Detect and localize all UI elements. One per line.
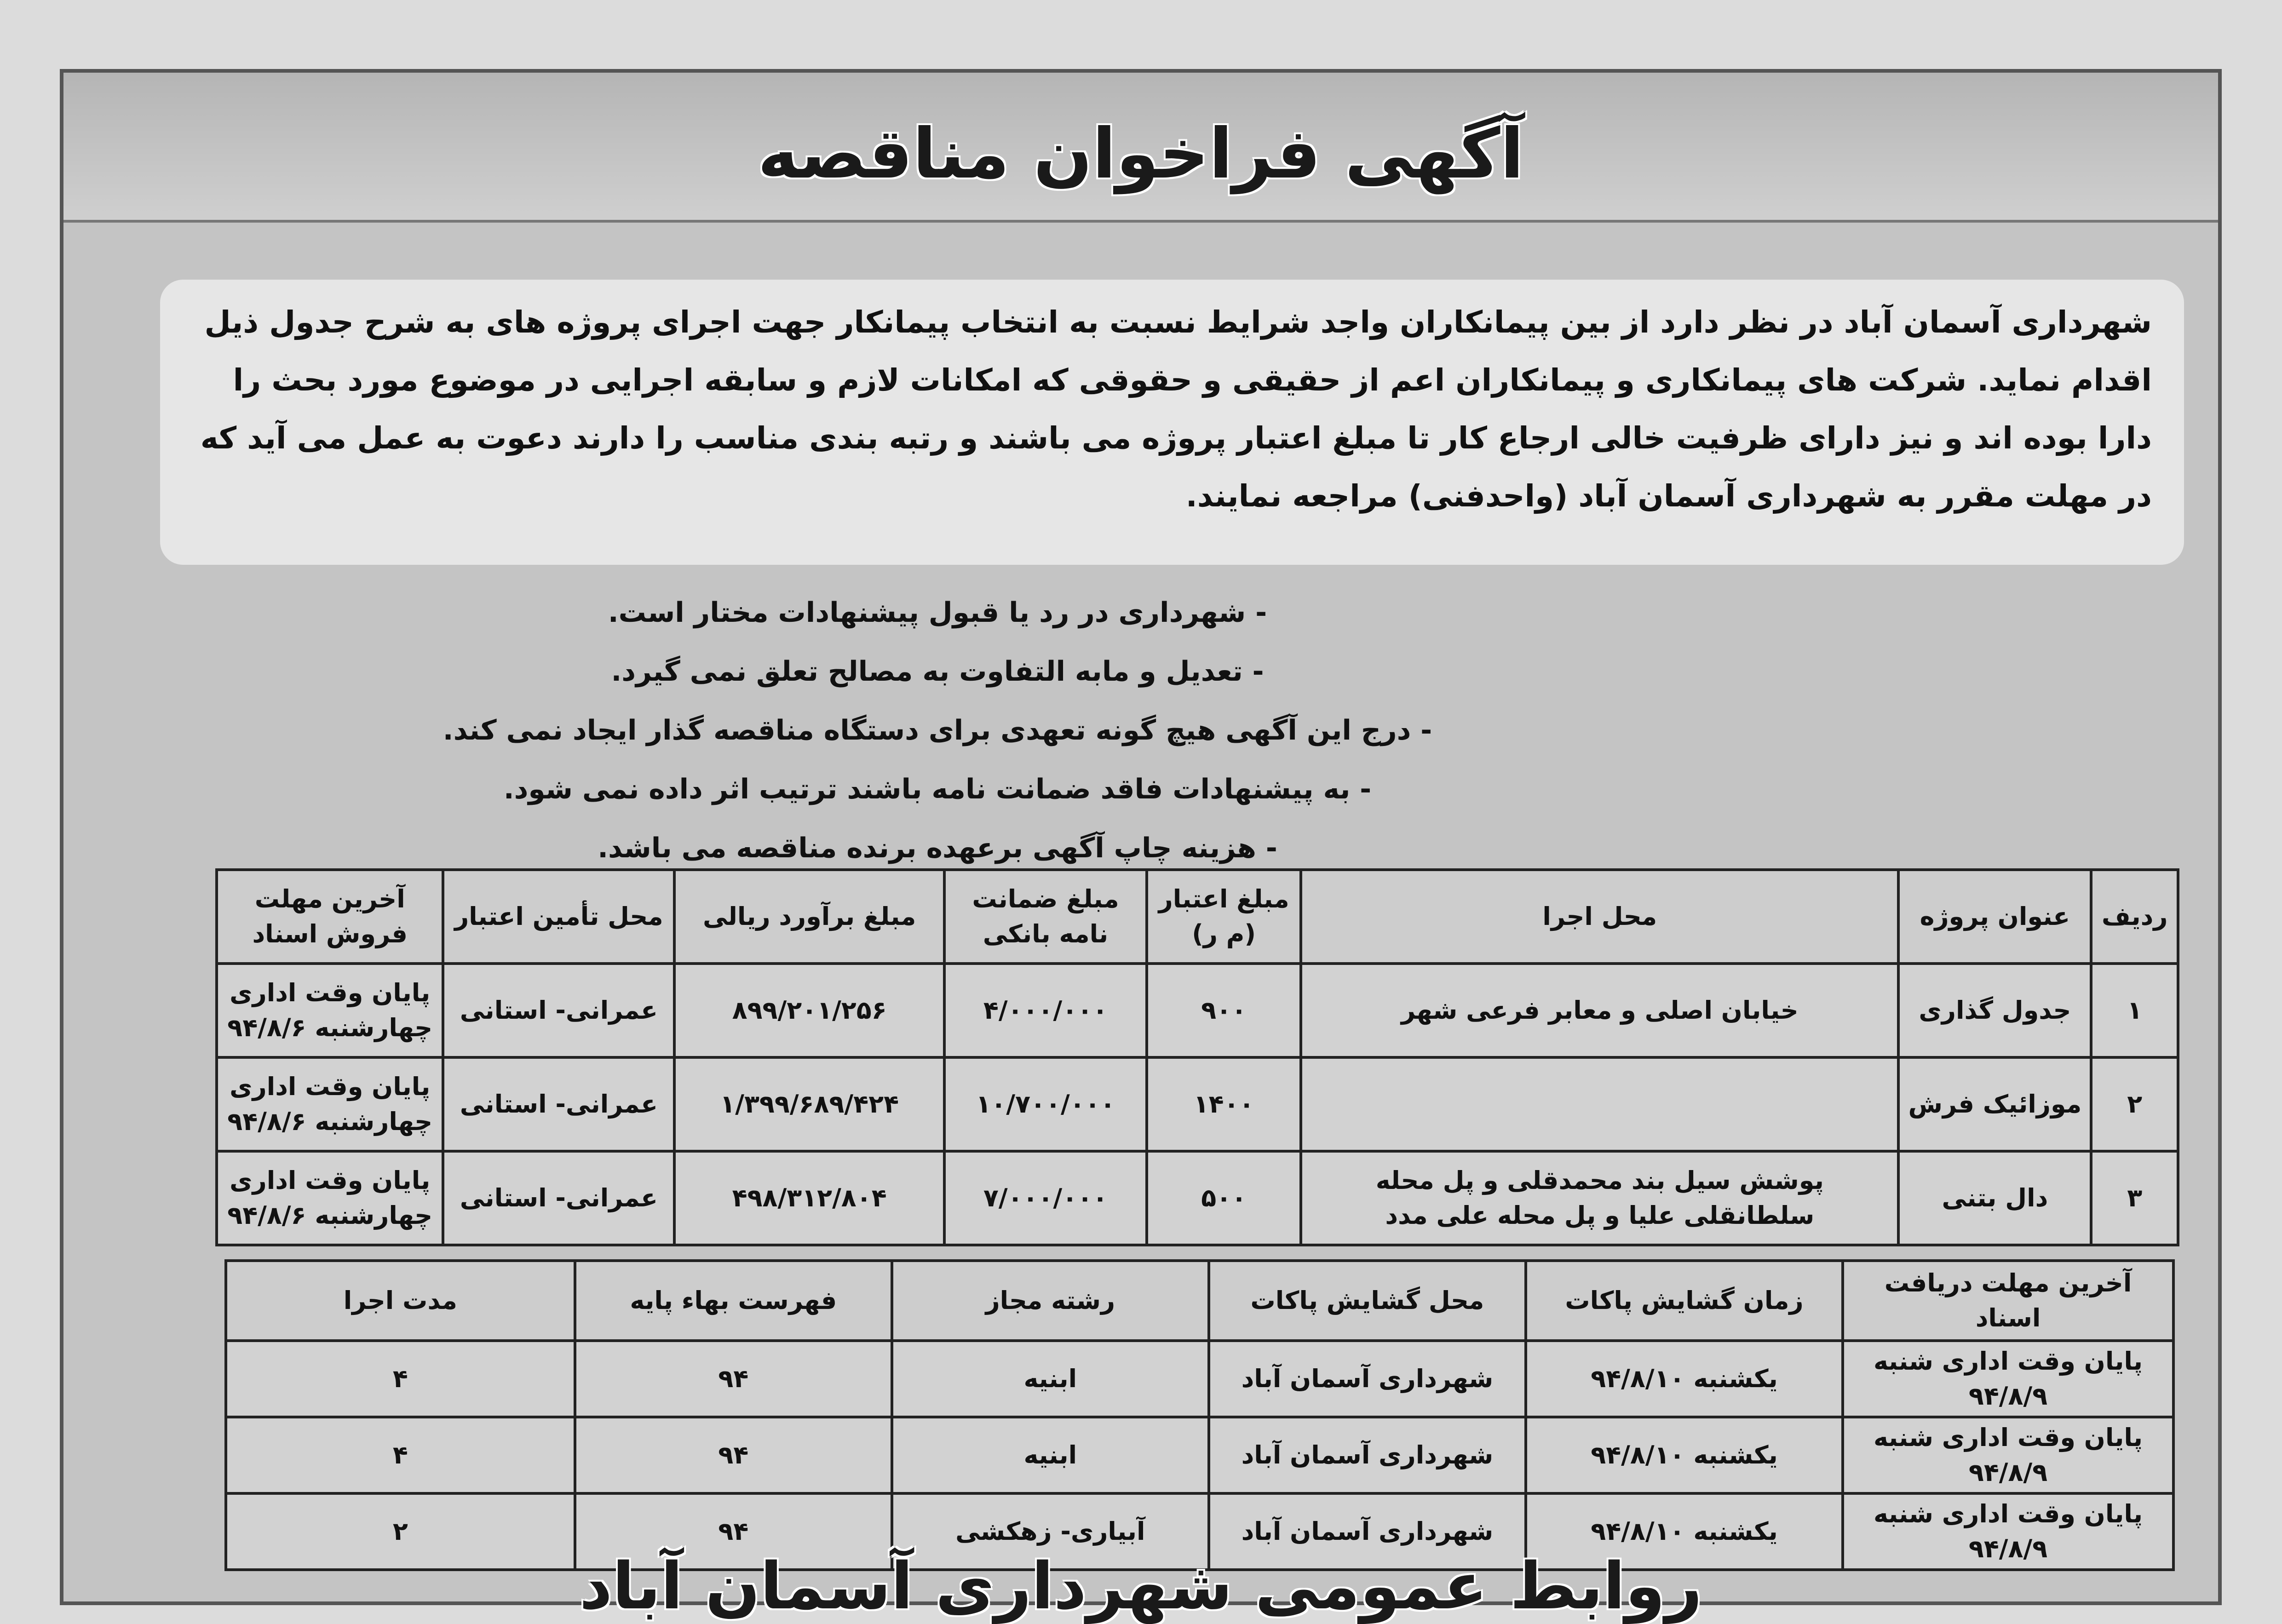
table-cell: ۲ — [226, 1493, 575, 1570]
note-item: - شهرداری در رد یا قبول پیشنهادات مختار است. — [608, 597, 1267, 629]
footer-signature: روابط عمومی شهرداری آسمان آباد — [579, 1549, 1702, 1624]
header-cell: رشته مجاز — [892, 1261, 1209, 1341]
table-cell: یکشنبه ۹۴/۸/۱۰ — [1526, 1341, 1843, 1417]
table-cell: ۴۹۸/۳۱۲/۸۰۴ — [674, 1151, 944, 1245]
header-cell: مبلغ برآورد ریالی — [674, 870, 944, 964]
table-row — [226, 1341, 2173, 1417]
table-cell: ۷/۰۰۰/۰۰۰ — [944, 1151, 1147, 1245]
table-cell: ۹۴ — [575, 1341, 892, 1417]
table-cell: پایان وقت اداری چهارشنبه ۹۴/۸/۶ — [217, 964, 443, 1057]
table-cell: پایان وقت اداری شنبه ۹۴/۸/۹ — [1843, 1417, 2173, 1493]
table-cell: ۱۰/۷۰۰/۰۰۰ — [944, 1057, 1147, 1151]
table-cell: ۸۹۹/۲۰۱/۲۵۶ — [674, 964, 944, 1057]
table-cell: ابنیه — [892, 1417, 1209, 1493]
projects-table — [215, 868, 2179, 1246]
table-cell: پوشش سیل بند محمدقلی و پل محله سلطانقلی علیا و پل محله علی مدد — [1301, 1151, 1898, 1245]
table-cell: شهرداری آسمان آباد — [1209, 1417, 1526, 1493]
table-header-row — [217, 870, 2178, 964]
header-cell: محل اجرا — [1301, 870, 1898, 964]
table-cell: موزائیک فرش — [1898, 1057, 2091, 1151]
table-cell: ۱۴۰۰ — [1147, 1057, 1301, 1151]
schedule-table — [224, 1259, 2175, 1571]
notice-sheet — [60, 69, 2222, 1624]
table-cell: پایان وقت اداری شنبه ۹۴/۸/۹ — [1843, 1493, 2173, 1570]
header-cell: مدت اجرا — [226, 1261, 575, 1341]
header-cell: محل تأمین اعتبار — [443, 870, 674, 964]
table-cell: ابنیه — [892, 1341, 1209, 1417]
header-cell: مبلغ اعتبار (م ر) — [1147, 870, 1301, 964]
note-item: - درج این آگهی هیچ گونه تعهدی برای دستگاه مناقصه گذار ایجاد نمی کند. — [443, 714, 1432, 746]
header-cell: زمان گشایش پاکات — [1526, 1261, 1843, 1341]
table-row — [217, 1057, 2178, 1151]
table-cell: ۹۰۰ — [1147, 964, 1301, 1057]
table-row — [217, 1151, 2178, 1245]
table-cell: دال بتنی — [1898, 1151, 2091, 1245]
notice-title: آگهی فراخوان مناقصه — [758, 114, 1524, 194]
note-item: - به پیشنهادات فاقد ضمانت نامه باشند ترتیب اثر داده نمی شود. — [503, 773, 1372, 805]
table-cell: آبیاری- زهکشی — [892, 1493, 1209, 1570]
header-cell: آخرین مهلت دریافت اسناد — [1843, 1261, 2173, 1341]
table-cell: ۳ — [2091, 1151, 2178, 1245]
table-row — [217, 964, 2178, 1057]
table-cell: عمرانی- استانی — [443, 1151, 674, 1245]
table-cell: پایان وقت اداری شنبه ۹۴/۸/۹ — [1843, 1341, 2173, 1417]
header-cell: آخرین مهلت فروش اسناد — [217, 870, 443, 964]
table-row — [226, 1417, 2173, 1493]
table-cell: ۵۰۰ — [1147, 1151, 1301, 1245]
note-item: - تعدیل و مابه التفاوت به مصالح تعلق نمی گیرد. — [611, 655, 1264, 688]
header-band — [63, 73, 2218, 223]
header-cell: مبلغ ضمانت نامه بانکی — [944, 870, 1147, 964]
table-cell: ۴ — [226, 1417, 575, 1493]
table-cell: ۹۴ — [575, 1417, 892, 1493]
table-cell: ۱ — [2091, 964, 2178, 1057]
table-cell: خیابان اصلی و معابر فرعی شهر — [1301, 964, 1898, 1057]
table-cell: شهرداری آسمان آباد — [1209, 1341, 1526, 1417]
header-cell: محل گشایش پاکات — [1209, 1261, 1526, 1341]
table-cell: جدول گذاری — [1898, 964, 2091, 1057]
intro-paragraph: شهرداری آسمان آباد در نظر دارد از بین پیمانکاران واجد شرایط نسبت به انتخاب پیمانکار جهت اجرای پروژه های به شرح جدول ذیل اقدام نماید. شرکت های پیمانکاری و پیمانکاران اعم از حقیقی و حقوقی که امکانات لازم و سابقه اجرایی در موضوع مورد بحث را دارا بوده اند و نیز دارای ظرفیت خالی ارجاع کار تا مبلغ اعتبار پروژه می باشند و رتبه بندی مناسب را دارند دعوت به عمل می آید که در مهلت مقرر به شهرداری آسمان آباد (واحدفنی) مراجعه نمایند. — [160, 280, 2184, 565]
table-cell: پایان وقت اداری چهارشنبه ۹۴/۸/۶ — [217, 1151, 443, 1245]
table-cell: ۴/۰۰۰/۰۰۰ — [944, 964, 1147, 1057]
table-cell: عمرانی- استانی — [443, 964, 674, 1057]
table-cell: پایان وقت اداری چهارشنبه ۹۴/۸/۶ — [217, 1057, 443, 1151]
table-cell: شهرداری آسمان آباد — [1209, 1493, 1526, 1570]
table-cell: ۱/۳۹۹/۶۸۹/۴۲۴ — [674, 1057, 944, 1151]
table-cell: یکشنبه ۹۴/۸/۱۰ — [1526, 1493, 1843, 1570]
header-cell: ردیف — [2091, 870, 2178, 964]
header-cell: فهرست بهاء پایه — [575, 1261, 892, 1341]
table-cell: ۲ — [2091, 1057, 2178, 1151]
table-cell: یکشنبه ۹۴/۸/۱۰ — [1526, 1417, 1843, 1493]
table-cell: عمرانی- استانی — [443, 1057, 674, 1151]
notes-list — [339, 583, 1535, 878]
table-cell: ۹۴ — [575, 1493, 892, 1570]
header-cell: عنوان پروژه — [1898, 870, 2091, 964]
table-header-row — [226, 1261, 2173, 1341]
table-cell — [1301, 1057, 1898, 1151]
note-item: - هزینه چاپ آگهی برعهده برنده مناقصه می باشد. — [598, 832, 1277, 864]
table-cell: ۴ — [226, 1341, 575, 1417]
